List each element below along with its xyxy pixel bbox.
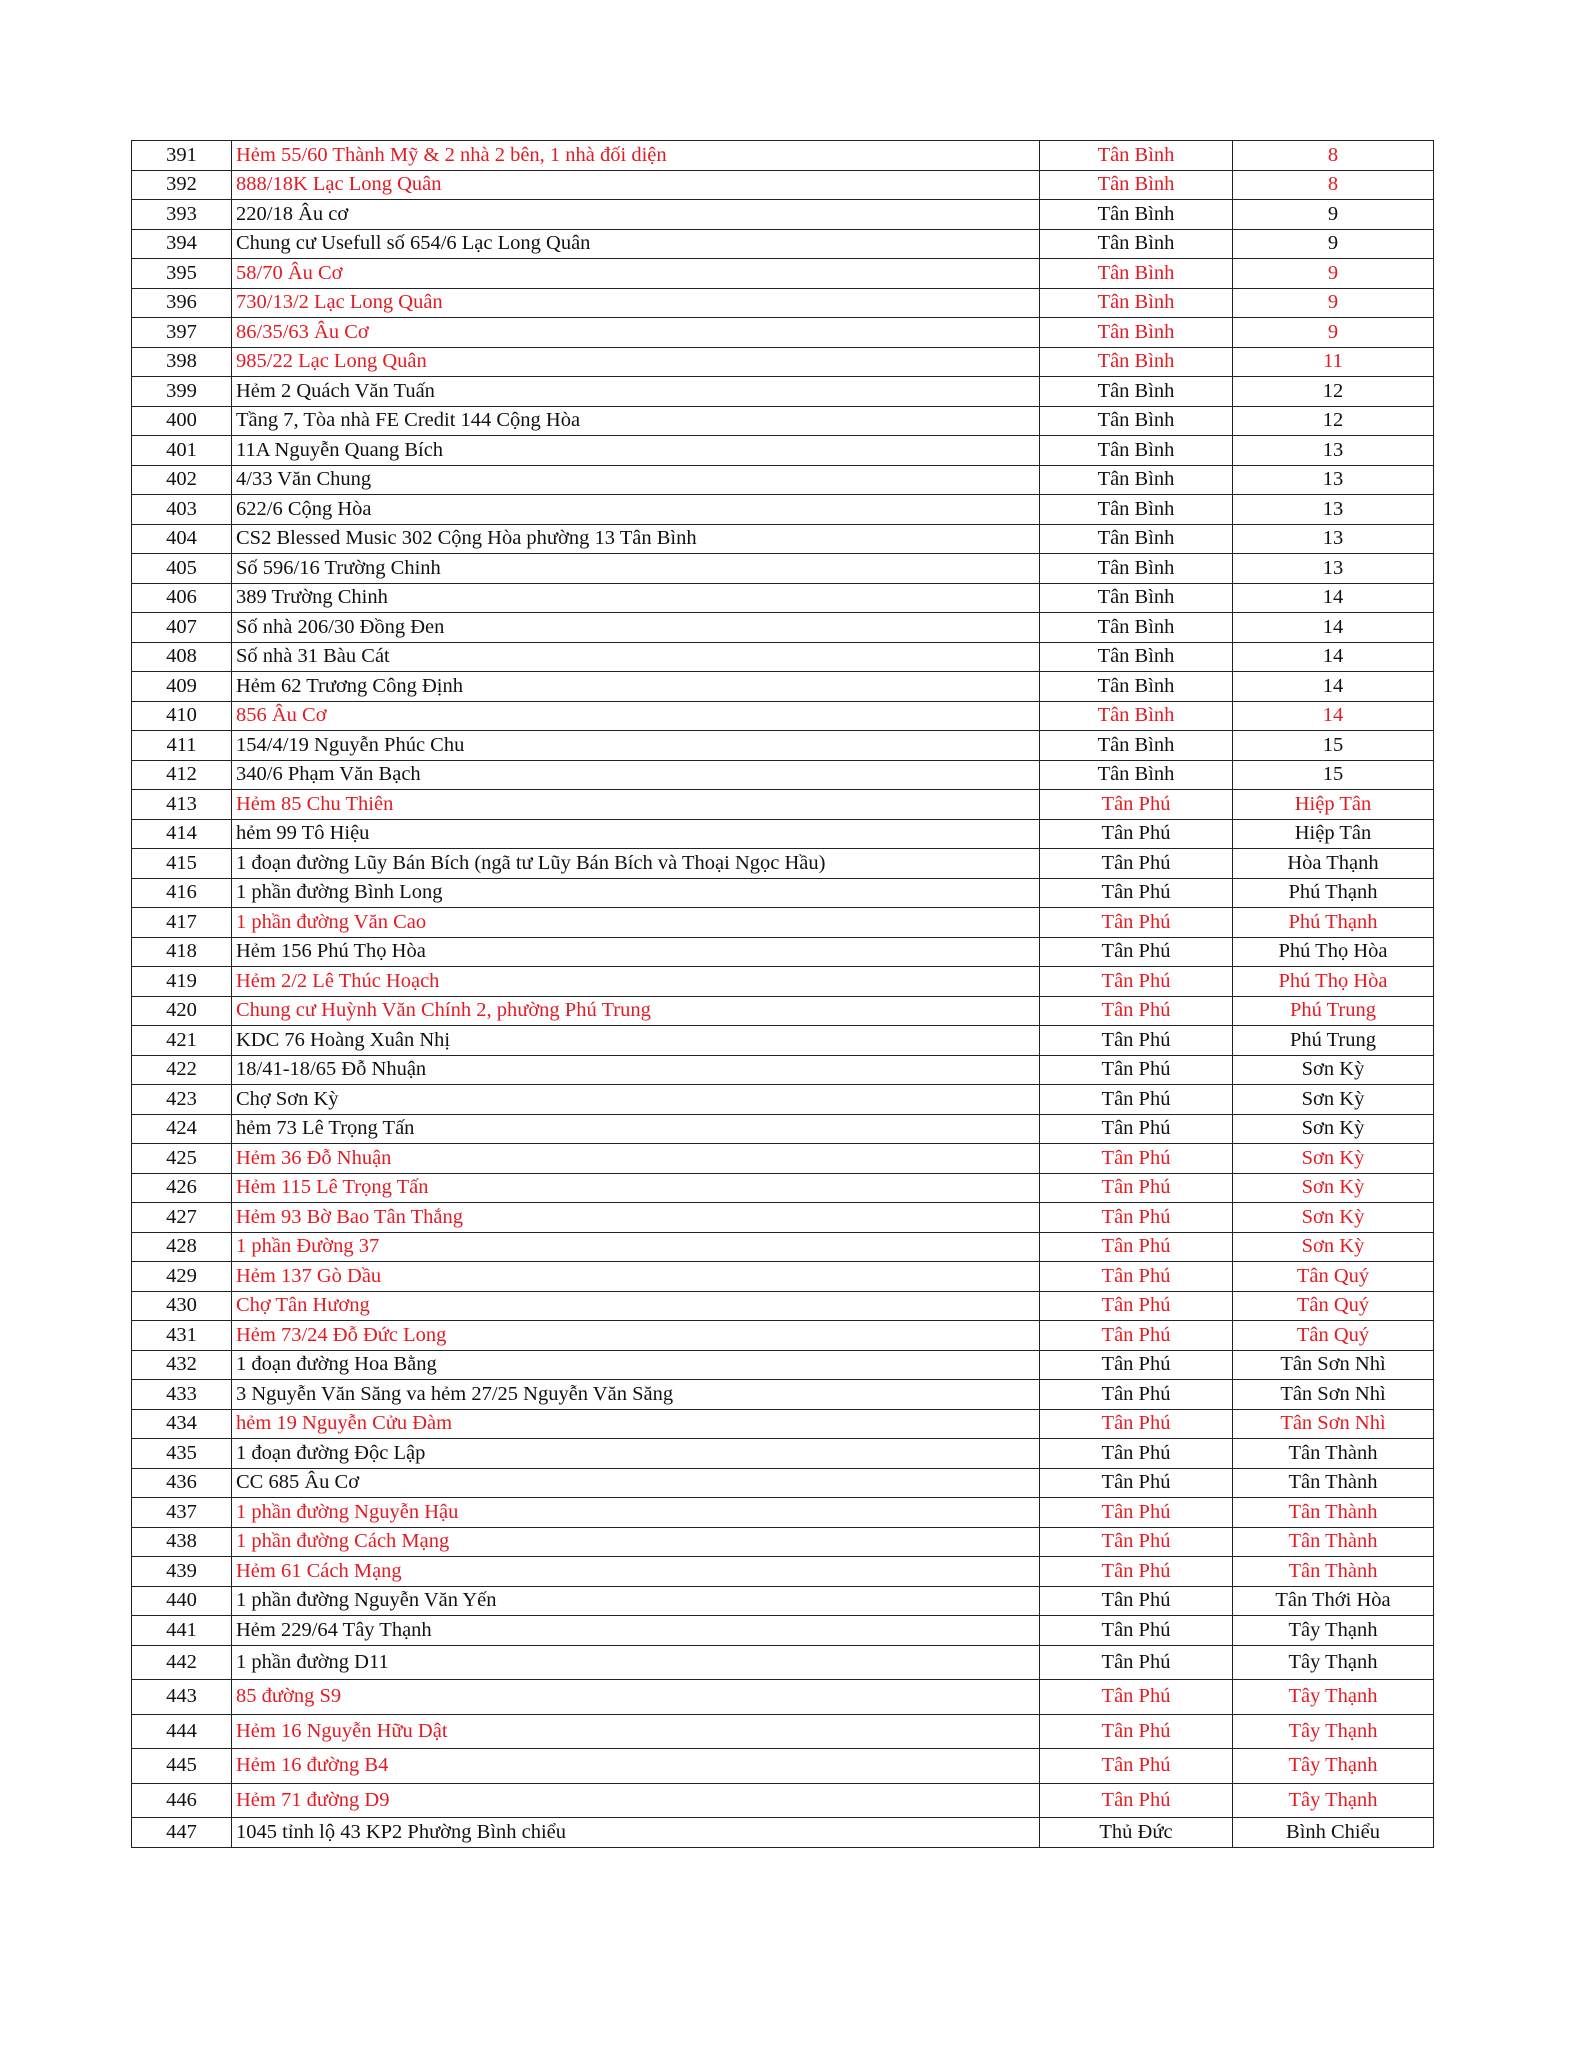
table-row [132, 318, 1434, 348]
table-row [132, 672, 1434, 702]
table-row [132, 1783, 1434, 1818]
row-district: Tân Phú [1040, 1026, 1233, 1056]
row-address: Hẻm 71 đường D9 [232, 1783, 1040, 1818]
row-district: Tân Phú [1040, 1498, 1233, 1528]
table-row [132, 1586, 1434, 1616]
row-ward: Hiệp Tân [1233, 790, 1434, 820]
row-ward: Sơn Kỳ [1233, 1114, 1434, 1144]
row-address: CC 685 Âu Cơ [232, 1468, 1040, 1498]
row-ward: 14 [1233, 642, 1434, 672]
row-number: 399 [132, 377, 232, 407]
row-address: 11A Nguyễn Quang Bích [232, 436, 1040, 466]
row-address: Hẻm 73/24 Đỗ Đức Long [232, 1321, 1040, 1351]
row-ward: 9 [1233, 259, 1434, 289]
row-number: 429 [132, 1262, 232, 1292]
row-address: Hẻm 61 Cách Mạng [232, 1557, 1040, 1587]
row-ward: 13 [1233, 554, 1434, 584]
row-number: 421 [132, 1026, 232, 1056]
row-ward: Phú Thạnh [1233, 878, 1434, 908]
row-address: Hẻm 16 Nguyễn Hữu Dật [232, 1714, 1040, 1749]
row-district: Tân Bình [1040, 554, 1233, 584]
row-ward: 13 [1233, 524, 1434, 554]
row-address: 1 phần đường Nguyễn Văn Yến [232, 1586, 1040, 1616]
table-row [132, 1321, 1434, 1351]
row-district: Tân Bình [1040, 318, 1233, 348]
row-district: Tân Phú [1040, 819, 1233, 849]
row-ward: Hiệp Tân [1233, 819, 1434, 849]
row-ward: 8 [1233, 170, 1434, 200]
row-ward: Tân Quý [1233, 1262, 1434, 1292]
row-address: 220/18 Âu cơ [232, 200, 1040, 230]
table-row [132, 613, 1434, 643]
row-ward: Tân Thành [1233, 1527, 1434, 1557]
table-row [132, 495, 1434, 525]
row-ward: Tây Thạnh [1233, 1616, 1434, 1646]
row-district: Tân Bình [1040, 170, 1233, 200]
row-ward: Sơn Kỳ [1233, 1203, 1434, 1233]
row-number: 440 [132, 1586, 232, 1616]
table-row [132, 1616, 1434, 1646]
row-address: Chợ Tân Hương [232, 1291, 1040, 1321]
row-district: Tân Phú [1040, 790, 1233, 820]
row-ward: 11 [1233, 347, 1434, 377]
row-number: 446 [132, 1783, 232, 1818]
row-ward: 14 [1233, 613, 1434, 643]
row-district: Tân Phú [1040, 967, 1233, 997]
row-number: 432 [132, 1350, 232, 1380]
row-address: 340/6 Phạm Văn Bạch [232, 760, 1040, 790]
row-district: Tân Phú [1040, 996, 1233, 1026]
row-address: 154/4/19 Nguyễn Phúc Chu [232, 731, 1040, 761]
row-district: Thủ Đức [1040, 1818, 1233, 1848]
table-row [132, 406, 1434, 436]
row-address: 1 phần đường Nguyễn Hậu [232, 1498, 1040, 1528]
row-number: 447 [132, 1818, 232, 1848]
table-row [132, 377, 1434, 407]
row-district: Tân Phú [1040, 1557, 1233, 1587]
row-number: 401 [132, 436, 232, 466]
row-ward: 14 [1233, 701, 1434, 731]
row-number: 404 [132, 524, 232, 554]
row-number: 438 [132, 1527, 232, 1557]
row-number: 431 [132, 1321, 232, 1351]
row-district: Tân Bình [1040, 200, 1233, 230]
row-number: 392 [132, 170, 232, 200]
row-address: 888/18K Lạc Long Quân [232, 170, 1040, 200]
row-ward: 15 [1233, 731, 1434, 761]
row-district: Tân Phú [1040, 1321, 1233, 1351]
row-district: Tân Bình [1040, 259, 1233, 289]
row-address: 1 phần đường Cách Mạng [232, 1527, 1040, 1557]
row-district: Tân Phú [1040, 1586, 1233, 1616]
row-district: Tân Bình [1040, 347, 1233, 377]
row-number: 414 [132, 819, 232, 849]
row-address: Số 596/16 Trường Chinh [232, 554, 1040, 584]
row-address: Hẻm 2/2 Lê Thúc Hoạch [232, 967, 1040, 997]
table-row [132, 583, 1434, 613]
row-number: 435 [132, 1439, 232, 1469]
row-number: 413 [132, 790, 232, 820]
row-address: 1 phần đường Bình Long [232, 878, 1040, 908]
row-ward: 13 [1233, 465, 1434, 495]
row-address: Chung cư Usefull số 654/6 Lạc Long Quân [232, 229, 1040, 259]
row-ward: Tân Quý [1233, 1291, 1434, 1321]
row-number: 441 [132, 1616, 232, 1646]
row-address: Hẻm 229/64 Tây Thạnh [232, 1616, 1040, 1646]
row-number: 434 [132, 1409, 232, 1439]
row-address: 86/35/63 Âu Cơ [232, 318, 1040, 348]
row-district: Tân Bình [1040, 406, 1233, 436]
row-ward: Tân Sơn Nhì [1233, 1409, 1434, 1439]
row-number: 405 [132, 554, 232, 584]
row-number: 400 [132, 406, 232, 436]
row-address: Hẻm 62 Trương Công Định [232, 672, 1040, 702]
row-number: 406 [132, 583, 232, 613]
row-address: Hẻm 93 Bờ Bao Tân Thắng [232, 1203, 1040, 1233]
row-number: 427 [132, 1203, 232, 1233]
row-number: 416 [132, 878, 232, 908]
row-address: 1 đoạn đường Lũy Bán Bích (ngã tư Lũy Bán Bích và Thoại Ngọc Hầu) [232, 849, 1040, 879]
row-number: 410 [132, 701, 232, 731]
row-district: Tân Bình [1040, 495, 1233, 525]
table-row [132, 1680, 1434, 1715]
row-ward: Tây Thạnh [1233, 1783, 1434, 1818]
table-row [132, 790, 1434, 820]
row-ward: Sơn Kỳ [1233, 1232, 1434, 1262]
row-district: Tân Phú [1040, 1714, 1233, 1749]
row-district: Tân Phú [1040, 1085, 1233, 1115]
row-ward: Phú Thọ Hòa [1233, 937, 1434, 967]
table-row [132, 1026, 1434, 1056]
row-address: 58/70 Âu Cơ [232, 259, 1040, 289]
row-district: Tân Phú [1040, 1291, 1233, 1321]
row-address: 1 phần đường Văn Cao [232, 908, 1040, 938]
row-address: 1045 tỉnh lộ 43 KP2 Phường Bình chiểu [232, 1818, 1040, 1848]
row-number: 422 [132, 1055, 232, 1085]
row-address: Hẻm 156 Phú Thọ Hòa [232, 937, 1040, 967]
table-row [132, 1262, 1434, 1292]
row-address: 730/13/2 Lạc Long Quân [232, 288, 1040, 318]
row-district: Tân Phú [1040, 1380, 1233, 1410]
row-district: Tân Bình [1040, 672, 1233, 702]
row-address: 985/22 Lạc Long Quân [232, 347, 1040, 377]
table-row [132, 1380, 1434, 1410]
row-address: Chợ Sơn Kỳ [232, 1085, 1040, 1115]
table-row [132, 436, 1434, 466]
row-address: 1 phần Đường 37 [232, 1232, 1040, 1262]
row-ward: Sơn Kỳ [1233, 1085, 1434, 1115]
row-address: 1 đoạn đường Hoa Bằng [232, 1350, 1040, 1380]
row-ward: 9 [1233, 229, 1434, 259]
row-address: Chung cư Huỳnh Văn Chính 2, phường Phú Trung [232, 996, 1040, 1026]
row-district: Tân Bình [1040, 524, 1233, 554]
row-number: 407 [132, 613, 232, 643]
row-district: Tân Phú [1040, 1749, 1233, 1784]
row-address: Số nhà 31 Bàu Cát [232, 642, 1040, 672]
table-row [132, 1557, 1434, 1587]
row-number: 396 [132, 288, 232, 318]
table-row [132, 1714, 1434, 1749]
row-district: Tân Bình [1040, 613, 1233, 643]
table-row [132, 259, 1434, 289]
row-number: 424 [132, 1114, 232, 1144]
row-district: Tân Phú [1040, 1439, 1233, 1469]
row-ward: Sơn Kỳ [1233, 1173, 1434, 1203]
table-row [132, 1498, 1434, 1528]
row-number: 415 [132, 849, 232, 879]
row-number: 442 [132, 1645, 232, 1680]
row-ward: 9 [1233, 288, 1434, 318]
row-district: Tân Bình [1040, 731, 1233, 761]
row-district: Tân Phú [1040, 1409, 1233, 1439]
row-district: Tân Phú [1040, 1783, 1233, 1818]
row-number: 443 [132, 1680, 232, 1715]
table-row [132, 849, 1434, 879]
row-number: 445 [132, 1749, 232, 1784]
table-row [132, 465, 1434, 495]
row-ward: Hòa Thạnh [1233, 849, 1434, 879]
row-number: 439 [132, 1557, 232, 1587]
address-table [131, 140, 1434, 1848]
row-address: Số nhà 206/30 Đồng Đen [232, 613, 1040, 643]
row-ward: Tân Sơn Nhì [1233, 1350, 1434, 1380]
row-district: Tân Phú [1040, 878, 1233, 908]
row-address: 18/41-18/65 Đỗ Nhuận [232, 1055, 1040, 1085]
row-address: 856 Âu Cơ [232, 701, 1040, 731]
row-number: 412 [132, 760, 232, 790]
table-row [132, 1468, 1434, 1498]
table-row [132, 967, 1434, 997]
table-body [132, 141, 1434, 1848]
row-address: 4/33 Văn Chung [232, 465, 1040, 495]
row-ward: Sơn Kỳ [1233, 1055, 1434, 1085]
row-ward: 9 [1233, 200, 1434, 230]
table-row [132, 1749, 1434, 1784]
row-district: Tân Bình [1040, 465, 1233, 495]
row-number: 411 [132, 731, 232, 761]
row-district: Tân Phú [1040, 1468, 1233, 1498]
row-number: 418 [132, 937, 232, 967]
row-ward: Phú Thọ Hòa [1233, 967, 1434, 997]
row-district: Tân Phú [1040, 1645, 1233, 1680]
row-district: Tân Phú [1040, 1173, 1233, 1203]
row-district: Tân Bình [1040, 436, 1233, 466]
row-district: Tân Bình [1040, 701, 1233, 731]
row-district: Tân Phú [1040, 849, 1233, 879]
row-district: Tân Bình [1040, 288, 1233, 318]
table-row [132, 760, 1434, 790]
row-ward: 14 [1233, 583, 1434, 613]
row-district: Tân Phú [1040, 1203, 1233, 1233]
table-row [132, 1527, 1434, 1557]
row-district: Tân Phú [1040, 1616, 1233, 1646]
row-district: Tân Bình [1040, 760, 1233, 790]
row-district: Tân Bình [1040, 141, 1233, 171]
row-district: Tân Phú [1040, 1114, 1233, 1144]
row-ward: 12 [1233, 406, 1434, 436]
row-address: 622/6 Cộng Hòa [232, 495, 1040, 525]
row-ward: Tân Thành [1233, 1557, 1434, 1587]
table-row [132, 937, 1434, 967]
table-row [132, 731, 1434, 761]
row-district: Tân Phú [1040, 1144, 1233, 1174]
table-row [132, 1818, 1434, 1848]
row-address: 1 phần đường D11 [232, 1645, 1040, 1680]
row-ward: 14 [1233, 672, 1434, 702]
row-number: 403 [132, 495, 232, 525]
row-district: Tân Phú [1040, 1232, 1233, 1262]
row-district: Tân Phú [1040, 1350, 1233, 1380]
row-ward: Tây Thạnh [1233, 1680, 1434, 1715]
table-row [132, 288, 1434, 318]
row-district: Tân Bình [1040, 229, 1233, 259]
table-row [132, 1232, 1434, 1262]
table-row [132, 200, 1434, 230]
row-ward: 15 [1233, 760, 1434, 790]
row-address: Hẻm 2 Quách Văn Tuấn [232, 377, 1040, 407]
row-address: CS2 Blessed Music 302 Cộng Hòa phường 13 Tân Bình [232, 524, 1040, 554]
row-address: 1 đoạn đường Độc Lập [232, 1439, 1040, 1469]
row-ward: Tây Thạnh [1233, 1749, 1434, 1784]
row-number: 397 [132, 318, 232, 348]
row-ward: Tân Thới Hòa [1233, 1586, 1434, 1616]
table-row [132, 141, 1434, 171]
row-ward: 8 [1233, 141, 1434, 171]
row-ward: Bình Chiểu [1233, 1818, 1434, 1848]
row-ward: 13 [1233, 495, 1434, 525]
row-number: 444 [132, 1714, 232, 1749]
row-district: Tân Bình [1040, 583, 1233, 613]
row-address: Hẻm 85 Chu Thiên [232, 790, 1040, 820]
row-address: hẻm 19 Nguyễn Cửu Đàm [232, 1409, 1040, 1439]
row-ward: 13 [1233, 436, 1434, 466]
row-address: hẻm 99 Tô Hiệu [232, 819, 1040, 849]
table-row [132, 1291, 1434, 1321]
row-number: 391 [132, 141, 232, 171]
row-district: Tân Phú [1040, 937, 1233, 967]
row-ward: 12 [1233, 377, 1434, 407]
row-ward: Tân Thành [1233, 1498, 1434, 1528]
row-address: 3 Nguyễn Văn Săng va hẻm 27/25 Nguyễn Văn Săng [232, 1380, 1040, 1410]
table-row [132, 1085, 1434, 1115]
row-number: 436 [132, 1468, 232, 1498]
row-number: 409 [132, 672, 232, 702]
row-ward: 9 [1233, 318, 1434, 348]
table-row [132, 1055, 1434, 1085]
row-number: 417 [132, 908, 232, 938]
table-row [132, 1350, 1434, 1380]
row-number: 425 [132, 1144, 232, 1174]
row-district: Tân Phú [1040, 1262, 1233, 1292]
table-row [132, 229, 1434, 259]
row-number: 402 [132, 465, 232, 495]
table-row [132, 170, 1434, 200]
table-row [132, 996, 1434, 1026]
table-row [132, 1114, 1434, 1144]
table-row [132, 1144, 1434, 1174]
table-row [132, 908, 1434, 938]
row-district: Tân Bình [1040, 642, 1233, 672]
row-ward: Tân Thành [1233, 1439, 1434, 1469]
row-number: 426 [132, 1173, 232, 1203]
row-address: Hẻm 137 Gò Dầu [232, 1262, 1040, 1292]
row-ward: Sơn Kỳ [1233, 1144, 1434, 1174]
row-district: Tân Phú [1040, 1527, 1233, 1557]
row-address: Hẻm 16 đường B4 [232, 1749, 1040, 1784]
row-number: 428 [132, 1232, 232, 1262]
row-district: Tân Phú [1040, 908, 1233, 938]
table-row [132, 642, 1434, 672]
table-row [132, 1439, 1434, 1469]
row-address: Hẻm 36 Đỗ Nhuận [232, 1144, 1040, 1174]
row-address: hẻm 73 Lê Trọng Tấn [232, 1114, 1040, 1144]
row-number: 433 [132, 1380, 232, 1410]
row-ward: Tân Thành [1233, 1468, 1434, 1498]
row-address: 85 đường S9 [232, 1680, 1040, 1715]
row-ward: Tân Sơn Nhì [1233, 1380, 1434, 1410]
row-number: 393 [132, 200, 232, 230]
row-ward: Phú Trung [1233, 1026, 1434, 1056]
row-ward: Phú Thạnh [1233, 908, 1434, 938]
row-address: 389 Trường Chinh [232, 583, 1040, 613]
row-number: 408 [132, 642, 232, 672]
row-number: 437 [132, 1498, 232, 1528]
table-row [132, 1645, 1434, 1680]
table-row [132, 878, 1434, 908]
table-row [132, 819, 1434, 849]
row-ward: Tây Thạnh [1233, 1714, 1434, 1749]
row-number: 423 [132, 1085, 232, 1115]
table-row [132, 524, 1434, 554]
row-number: 398 [132, 347, 232, 377]
row-address: Hẻm 55/60 Thành Mỹ & 2 nhà 2 bên, 1 nhà đối diện [232, 141, 1040, 171]
table-row [132, 347, 1434, 377]
row-number: 430 [132, 1291, 232, 1321]
row-address: Tầng 7, Tòa nhà FE Credit 144 Cộng Hòa [232, 406, 1040, 436]
table-row [132, 554, 1434, 584]
row-number: 419 [132, 967, 232, 997]
row-ward: Tân Quý [1233, 1321, 1434, 1351]
row-district: Tân Phú [1040, 1055, 1233, 1085]
table-row [132, 1409, 1434, 1439]
row-district: Tân Bình [1040, 377, 1233, 407]
row-address: KDC 76 Hoàng Xuân Nhị [232, 1026, 1040, 1056]
table-row [132, 1173, 1434, 1203]
table-row [132, 701, 1434, 731]
row-address: Hẻm 115 Lê Trọng Tấn [232, 1173, 1040, 1203]
row-ward: Phú Trung [1233, 996, 1434, 1026]
row-number: 420 [132, 996, 232, 1026]
row-number: 395 [132, 259, 232, 289]
row-ward: Tây Thạnh [1233, 1645, 1434, 1680]
row-district: Tân Phú [1040, 1680, 1233, 1715]
table-row [132, 1203, 1434, 1233]
row-number: 394 [132, 229, 232, 259]
